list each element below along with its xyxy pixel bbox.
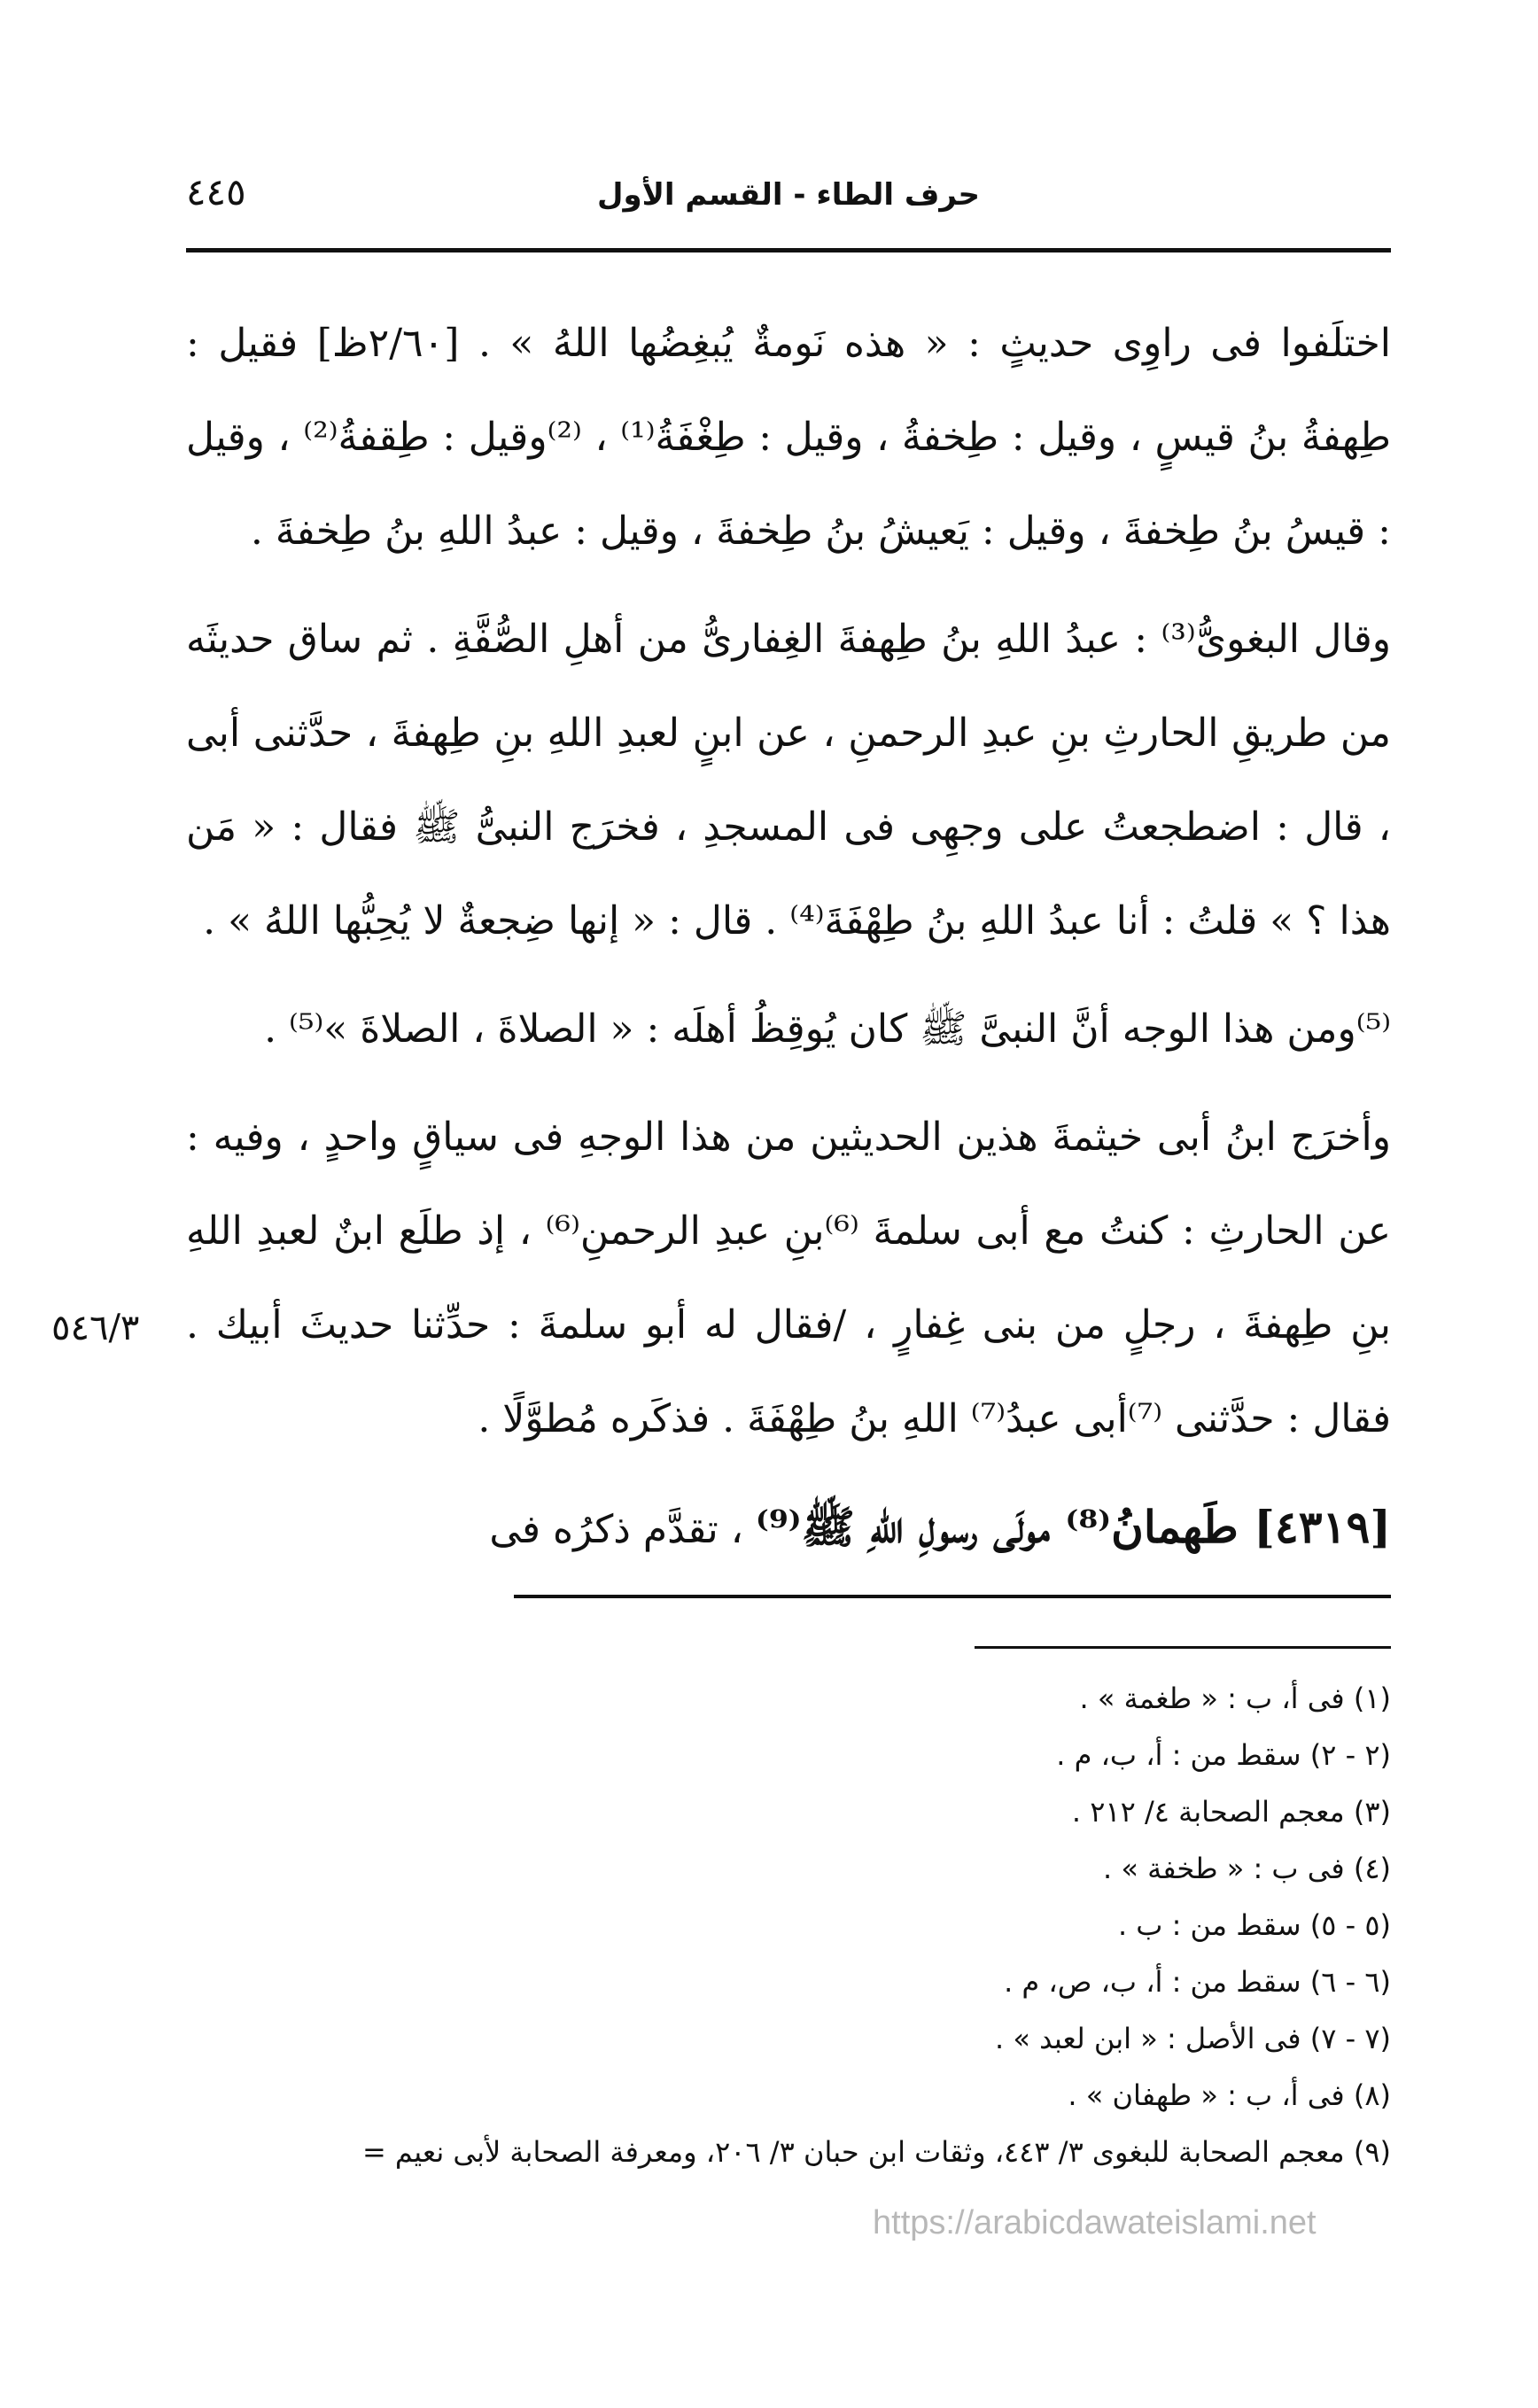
paragraph-4: وأخرَج ابنُ أبى خيثمةَ هذين الحديثين من هذا الوجهِ فى سياقٍ واحدٍ ، وفيه : عن الحارثِ : كنتُ مع أبى سلمةَ ⁽⁶⁾بنِ عبدِ الرحمنِ⁽⁶⁾ ، إذ طلَع ابنٌ لعبدِ اللهِ بنِ طِهفةَ ، رجلٍ من بنى غِفارٍ ، /فقال له أبو سلمةَ : حدِّثنا حديثَ أبيك . فقال : حدَّثنى ⁽⁷⁾أبى عبدُ⁽⁷⁾ اللهِ بنُ طِهْفَةَ . فذكَره مُطوَّلًا . [186, 1115, 1391, 1441]
footnote-6: (٦ - ٦) سقط من : أ، ب، ص، م . [1004, 1965, 1391, 1999]
footnote-8: (٨) فى أ، ب : « طهفان » . [1068, 2078, 1391, 2112]
paragraph-3: ⁽⁵⁾ومن هذا الوجه أنَّ النبىَّ ﷺ كان يُوقِظُ أهلَه : « الصلاةَ ، الصلاةَ »⁽⁵⁾ . [264, 1006, 1391, 1052]
paragraph-2: وقال البغوىُّ⁽³⁾ : عبدُ اللهِ بنُ طِهفةَ الغِفارىُّ من أهلِ الصُّفَّةِ . ثم ساق حديثَه من طريقِ الحارثِ بنِ عبدِ الرحمنِ ، عن ابنٍ لعبدِ اللهِ بنِ طِهفةَ ، حدَّثنى أبى ، قال : اضطجعتُ على وجهِى فى المسجدِ ، فخرَج النبىُّ ﷺ فقال : « مَن هذا ؟ » قلتُ : أنا عبدُ اللهِ بنُ طِهْفَةَ⁽⁴⁾ . قال : « إنها ضِجعةٌ لا يُحِبُّها اللهُ » . [186, 617, 1391, 944]
footnote-4: (٤) فى ب : « طخفة » . [1102, 1852, 1391, 1885]
footnote-3: (٣) معجم الصحابة ٤/ ٢١٢ . [1071, 1795, 1391, 1829]
page-header [186, 168, 1391, 239]
header-rule [186, 248, 1391, 252]
main-text [186, 297, 1391, 1577]
footnote-2: (٢ - ٢) سقط من : أ، ب، م . [1056, 1738, 1391, 1772]
entry-text: ، تقدَّم ذكرُه فى [489, 1507, 743, 1552]
footnote-9: (٩) معجم الصحابة للبغوى ٣/ ٤٤٣، وثقات ابن حبان ٣/ ٢٠٦، ومعرفة الصحابة لأبى نعيم = [361, 2135, 1391, 2169]
page-number: ٤٤٥ [186, 170, 246, 214]
footnote-5: (٥ - ٥) سقط من : ب . [1117, 1908, 1391, 1942]
running-title: حرف الطاء - القسم الأول [596, 177, 981, 213]
watermark-url: https://arabicdawateislami.net [873, 2204, 1317, 2241]
entry-heading: [٤٣١٩] طَهمانُ⁽⁸⁾ مولَى رسولِ اللهِ ﷺ⁽⁹⁾ [755, 1501, 1391, 1553]
footnote-1: (١) فى أ، ب : « طغمة » . [1079, 1682, 1391, 1715]
margin-reference: ٥٤٦/٣ [51, 1308, 140, 1348]
footnote-separator [975, 1646, 1391, 1649]
entry-underline [514, 1595, 1391, 1598]
paragraph-1: اختلَفوا فى راوِى حديثٍ : « هذه نَومةٌ يُبغِضُها اللهُ » . [٢/٦٠ظ] فقيل : طِهفةُ بنُ قيسٍ ، وقيل : طِخفةُ ، وقيل : طِغْفَةُ⁽¹⁾ ، ⁽²⁾وقيل : طِقفةُ⁽²⁾ ، وقيل : قيسُ بنُ طِخفةَ ، وقيل : يَعيشُ بنُ طِخفةَ ، وقيل : عبدُ اللهِ بنُ طِخفةَ . [186, 321, 1391, 554]
footnotes [186, 1670, 1391, 2180]
footnote-7: (٧ - ٧) فى الأصل : « ابن لعبد » . [994, 2022, 1391, 2055]
entry-paragraph [186, 1480, 1391, 1577]
